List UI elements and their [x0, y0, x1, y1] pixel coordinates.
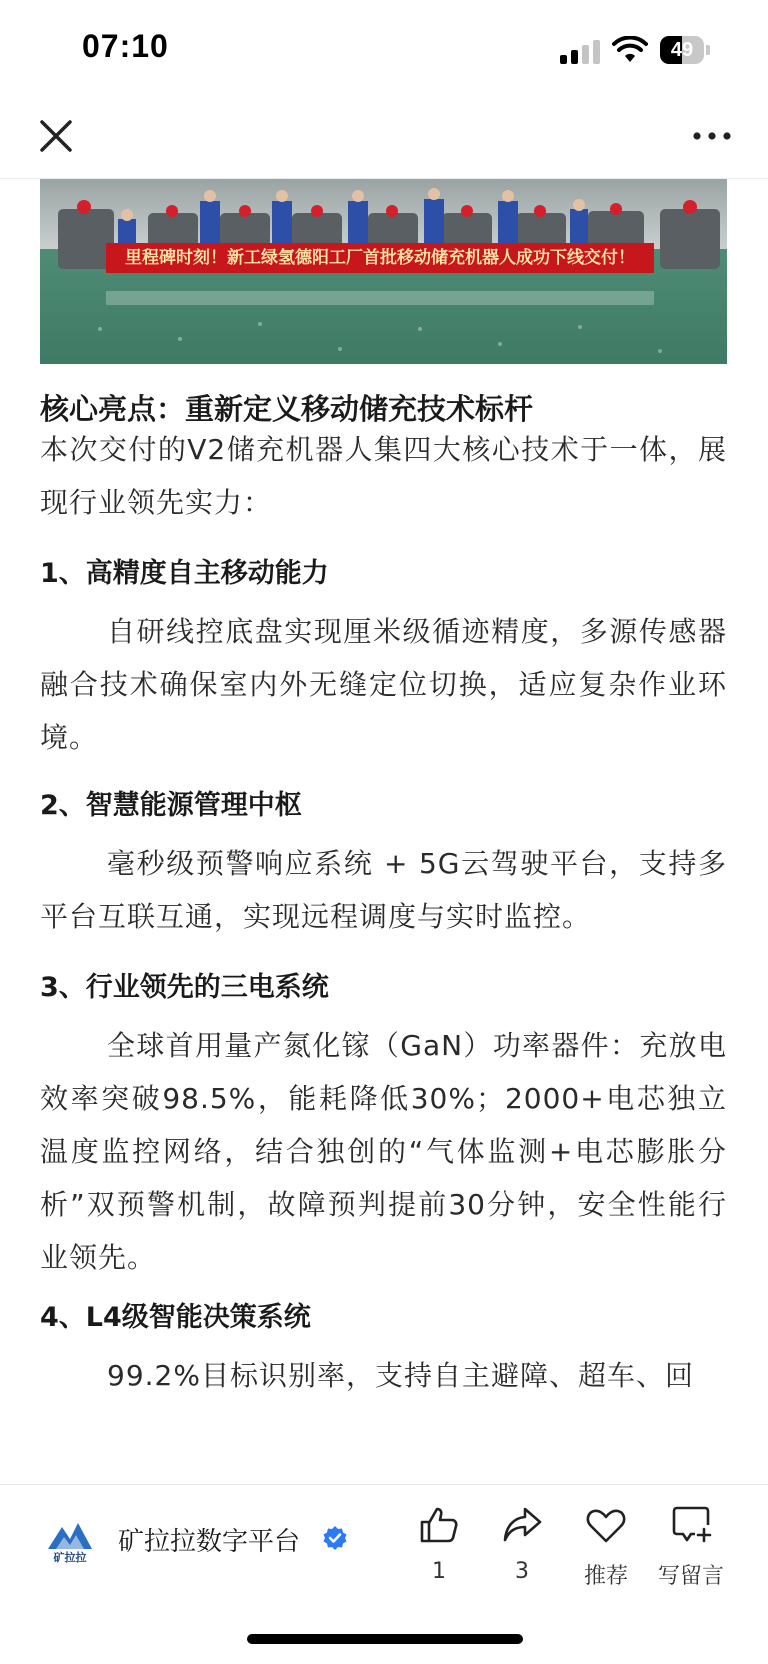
section-heading: 3、行业领先的三电系统 — [40, 972, 329, 1003]
section-heading: 4、L4级智能决策系统 — [40, 1302, 311, 1333]
section-body: 毫秒级预警响应系统 + 5G云驾驶平台，支持多平台互联互通，实现远程调度与实时监控。 — [40, 847, 727, 933]
home-indicator[interactable] — [247, 1634, 523, 1644]
account-name[interactable]: 矿拉拉数字平台 — [118, 1527, 301, 1557]
heart-icon — [585, 1505, 627, 1545]
status-time: 07:10 — [82, 28, 169, 64]
article-image — [40, 179, 727, 364]
battery-percent: 49 — [670, 39, 694, 61]
top-nav — [0, 100, 768, 179]
like-count: 1 — [432, 1559, 446, 1584]
recommend-button[interactable] — [561, 1505, 651, 1590]
section-heading: 1、高精度自主移动能力 — [40, 558, 329, 589]
intro-paragraph: 本次交付的V2储充机器人集四大核心技术于一体，展现行业领先实力： — [40, 433, 727, 519]
section-body: 自研线控底盘实现厘米级循迹精度，多源传感器融合技术确保室内外无缝定位切换，适应复杂作业环境。 — [40, 615, 727, 754]
recommend-label: 推荐 — [583, 1564, 628, 1589]
share-count: 3 — [515, 1559, 529, 1584]
comment-button[interactable] — [646, 1505, 736, 1590]
signal-icon — [560, 40, 602, 64]
section-body: 全球首用量产氮化镓（GaN）功率器件：充放电效率突破98.5%，能耗降低30%；2000+电芯独立温度监控网络，结合独创的“气体监测+电芯膨胀分析”双预警机制，故障预判提前30分钟，安全性能行业领先。 — [40, 1029, 727, 1274]
more-icon[interactable] — [690, 116, 734, 156]
comment-label: 写留言 — [657, 1564, 724, 1589]
comment-icon — [670, 1505, 712, 1545]
status-bar — [0, 0, 768, 100]
wifi-icon — [612, 36, 648, 64]
thumbs-up-icon — [418, 1505, 460, 1545]
like-button[interactable] — [394, 1505, 484, 1584]
share-icon — [501, 1505, 543, 1545]
share-button[interactable] — [477, 1505, 567, 1584]
verified-badge-icon — [322, 1525, 348, 1551]
battery-icon — [660, 36, 710, 64]
close-icon[interactable] — [36, 116, 76, 156]
section-body: 99.2%目标识别率，支持自主避障、超车、回 — [107, 1359, 694, 1392]
banner-text: 里程碑时刻！新工绿氢德阳工厂首批移动储充机器人成功下线交付！ — [125, 248, 635, 268]
main-heading: 核心亮点：重新定义移动储充技术标杆 — [40, 392, 534, 426]
avatar[interactable] — [46, 1515, 94, 1565]
avatar-text: 矿拉拉 — [53, 1551, 87, 1564]
section-heading: 2、智慧能源管理中枢 — [40, 790, 302, 821]
